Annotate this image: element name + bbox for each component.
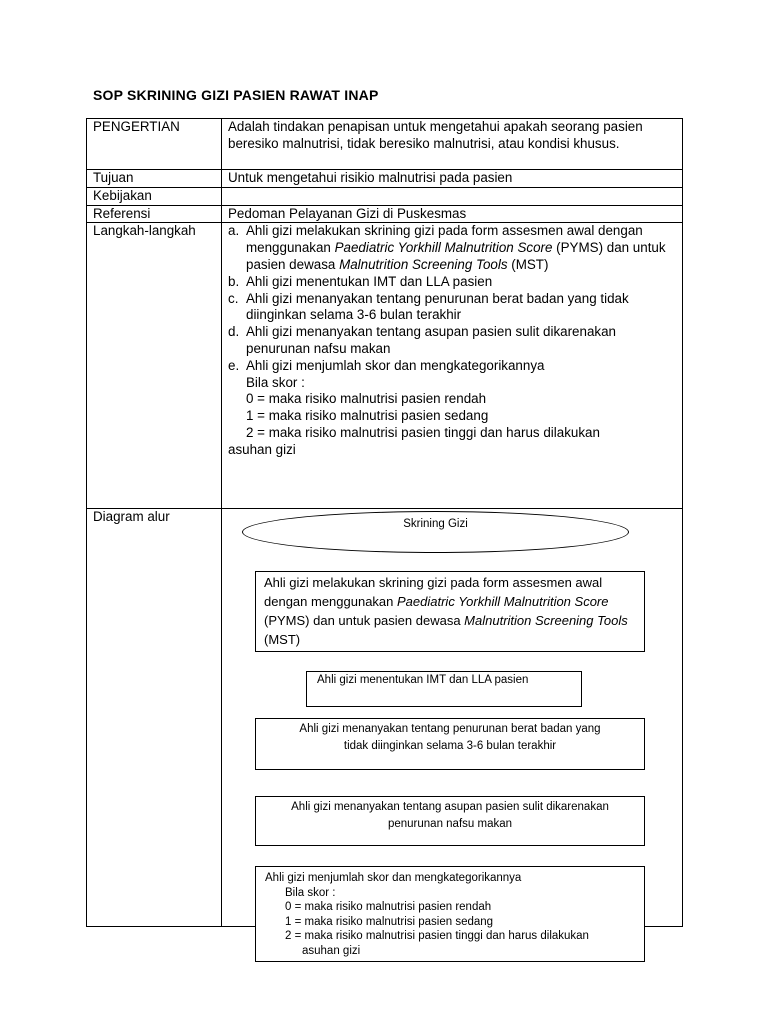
document-title: SOP SKRINING GIZI PASIEN RAWAT INAP	[93, 87, 379, 103]
skor-2: 2 = maka risiko malnutrisi pasien tinggi dan harus dilakukan	[246, 424, 600, 440]
flow-box1-text3: (MST)	[264, 632, 301, 647]
flow-box3-line2: tidak diinginkan selama 3-6 bulan terakhir	[343, 740, 557, 752]
label-langkah: Langkah-langkah	[87, 223, 222, 509]
bila-skor: Bila skor :	[246, 374, 305, 390]
row-langkah	[87, 223, 683, 509]
flow-box-skor	[255, 866, 645, 962]
row-referensi	[87, 205, 683, 223]
text-pengertian: Adalah tindakan penapisan untuk mengetahui apakah seorang pasien beresiko malnutrisi, tidak beresiko malnutrisi, atau kondisi khusus.	[222, 119, 683, 170]
flow-box4-line1: Ahli gizi menanyakan tentang asupan pasien sulit dikarenakan	[291, 801, 609, 813]
flow-box5-skor-0: 0 = maka risiko malnutrisi pasien rendah	[285, 901, 492, 913]
flow-box1-italic2: Malnutrition Screening Tools	[464, 613, 628, 628]
step-e	[228, 358, 682, 375]
flow-box5-bila-skor: Bila skor :	[285, 886, 336, 899]
step-a-italic1: Paediatric Yorkhill Malnutrition Score	[334, 240, 553, 256]
text-referensi: Pedoman Pelayanan Gizi di Puskesmas	[222, 205, 683, 223]
step-b-text: Ahli gizi menentukan IMT dan LLA pasien	[246, 273, 493, 289]
flow-start-oval: Skrining Gizi	[242, 511, 629, 553]
flow-box-imt: Ahli gizi menentukan IMT dan LLA pasien	[306, 671, 582, 707]
step-a	[228, 223, 682, 273]
row-pengertian	[87, 119, 683, 170]
flow-box5-skor-1: 1 = maka risiko malnutrisi pasien sedang	[285, 915, 494, 928]
step-a-marker: a.	[228, 223, 240, 239]
flow-box-asupan	[255, 796, 645, 846]
langkah-list	[222, 223, 683, 509]
flow-box5-skor-2: 2 = maka risiko malnutrisi pasien tinggi dan harus dilakukan	[285, 930, 589, 942]
label-diagram: Diagram alur	[87, 509, 222, 927]
row-tujuan	[87, 170, 683, 188]
step-a-italic2: Malnutrition Screening Tools	[339, 256, 508, 272]
flow-box5-line1: Ahli gizi menjumlah skor dan mengkategorikannya	[265, 872, 522, 884]
label-referensi: Referensi	[87, 205, 222, 223]
label-tujuan: Tujuan	[87, 170, 222, 188]
step-a-text2: (PYMS) dan untuk pasien dewasa	[246, 240, 666, 272]
label-kebijakan: Kebijakan	[87, 187, 222, 205]
step-d-marker: d.	[228, 324, 240, 340]
step-e-text: Ahli gizi menjumlah skor dan mengkategorikannya	[246, 357, 545, 373]
step-a-text1: Ahli gizi melakukan skrining gizi pada form assesmen awal dengan menggunakan	[246, 223, 643, 256]
step-e-marker: e.	[228, 357, 240, 373]
skor-0: 0 = maka risiko malnutrisi pasien rendah	[246, 391, 487, 407]
flow-box1-text1: Ahli gizi melakukan skrining gizi pada form assesmen awal dengan menggunakan	[264, 575, 603, 609]
text-kebijakan	[222, 187, 683, 205]
asuhan-gizi: asuhan gizi	[228, 441, 296, 457]
skor-1: 1 = maka risiko malnutrisi pasien sedang	[246, 408, 489, 424]
step-c	[228, 291, 682, 325]
step-d-text: Ahli gizi menanyakan tentang asupan pasien sulit dikarenakan penurunan nafsu makan	[246, 324, 616, 356]
flow-box-skrining	[255, 571, 645, 652]
row-kebijakan	[87, 187, 683, 205]
flow-box1-italic1: Paediatric Yorkhill Malnutrition Score	[397, 594, 609, 609]
flow-box5-asuhan: asuhan gizi	[302, 944, 361, 957]
step-a-text3: (MST)	[507, 256, 549, 272]
flow-box1-text2: (PYMS) dan untuk pasien dewasa	[264, 613, 465, 628]
label-pengertian: PENGERTIAN	[87, 119, 222, 170]
flow-box4-line2: penurunan nafsu makan	[387, 818, 513, 830]
flow-box3-line1: Ahli gizi menanyakan tentang penurunan berat badan yang	[299, 723, 601, 735]
step-d	[228, 324, 682, 358]
step-b-marker: b.	[228, 273, 240, 289]
text-tujuan: Untuk mengetahui risikio malnutrisi pada pasien	[222, 170, 683, 188]
step-b	[228, 274, 682, 291]
flow-box-berat-badan	[255, 718, 645, 770]
step-c-marker: c.	[228, 290, 239, 306]
step-c-text: Ahli gizi menanyakan tentang penurunan berat badan yang tidak diinginkan selama 3-6 bulan terakhir	[246, 290, 629, 323]
